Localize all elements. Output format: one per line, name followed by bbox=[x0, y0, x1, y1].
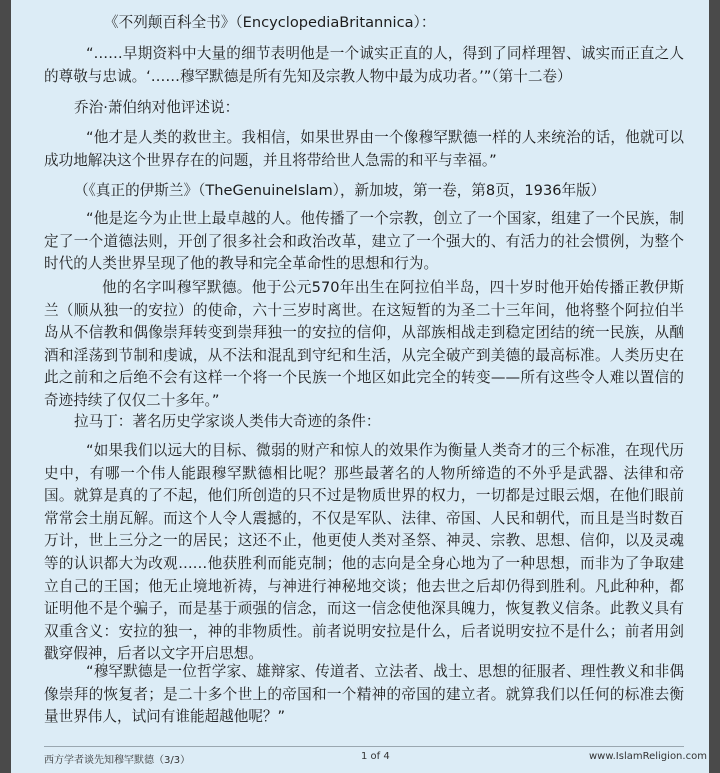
page-number: 1 of 4 bbox=[361, 751, 390, 762]
greatest-man-quote: “他是迄今为止世上最卓越的人。他传播了一个宗教，创立了一个国家，组建了一个民族，制定了一个道德法则，开创了很多社会和政治改革，建立了一个强大的、有活力的社会惯例，为整个时代的人类世界呈现了他的教导和完全革命性的思想和行为。 bbox=[44, 210, 684, 273]
shaw-heading: 乔治·萧伯纳对他评述说： bbox=[74, 99, 240, 116]
lamartine-heading: 拉马丁：著名历史学家谈人类伟大奇迹的条件： bbox=[74, 413, 381, 430]
muhammad-biography-paragraph: 他的名字叫穆罕默德。他于公元570年出生在阿拉伯半岛，四十岁时他开始传播正教伊斯兰（顺从独一的安拉）的使命，六十三岁时离世。在这短暂的为圣二十三年间，他将整个阿拉伯半岛从不信教和偶像崇拜转变到崇拜独一的安拉的信仰，从部族相战走到稳定团结的统一民族，从酗酒和淫荡到节制和虔诚，从不法和混乱到守纪和生活，从完全破产到美德的最高标准。人类历史在此之前和之后绝不会有这样一个将一个民族一个地区如此完全的转变——所有这些令人难以置信的奇迹持续了仅仅二十多年。” bbox=[44, 279, 684, 409]
footer-url: www.IslamReligion.com bbox=[589, 751, 707, 762]
britannica-heading: 《不列颠百科全书》（EncyclopediaBritannica）： bbox=[104, 14, 436, 31]
britannica-quote: “……早期资料中大量的细节表明他是一个诚实正直的人，得到了同样理智、诚实而正直之人的尊敬与忠诚。‘……穆罕默德是所有先知及宗教人物中最为成功者。’”（第十二卷） bbox=[44, 45, 684, 85]
genuine-islam-citation: （《真正的伊斯兰》（TheGenuineIslam），新加坡，第一卷，第8页，1936年版） bbox=[74, 182, 606, 199]
footer-title: 西方学者谈先知穆罕默德（3/3） bbox=[44, 755, 191, 766]
philosopher-quote: “穆罕默德是一位哲学家、雄辩家、传道者、立法者、战士、思想的征服者、理性教义和非偶像崇拜的恢复者；是二十多个世上的帝国和一个精神的帝国的建立者。就算我们以任何的标准去衡量世界伟人，试问有谁能超越他呢？” bbox=[44, 663, 684, 726]
shaw-quote: “他才是人类的救世主。我相信，如果世界由一个像穆罕默德一样的人来统治的话，他就可以成功地解决这个世界存在的问题，并且将带给世人急需的和平与幸福。” bbox=[44, 129, 684, 169]
footer-divider bbox=[44, 746, 684, 747]
lamartine-quote: “如果我们以远大的目标、微弱的财产和惊人的效果作为衡量人类奇才的三个标准，在现代历史中，有哪一个伟人能跟穆罕默德相比呢？那些最著名的人物所缔造的不外乎是武器、法律和帝国。就算是真的了不起，他们所创造的只不过是物质世界的权力，一切都是过眼云烟，在他们眼前常常会土崩瓦解。而这个人令人震撼的，不仅是军队、法律、帝国、人民和朝代，而且是当时数百万计，世上三分之一的居民；这还不止，他更使人类对圣祭、神灵、宗教、思想、信仰，以及灵魂等的认识都大为改观……他获胜利而能克制；他的志向是全身心地为了一种思想，而非为了争取建立自己的王国；他无止境地祈祷，与神进行神秘地交谈；他去世之后却仍得到胜利。凡此种种，都证明他不是个骗子，而是基于顽强的信念，而这一信念使他深具魄力，恢复教义信条。此教义具有双重含义：安拉的独一，神的非物质性。前者说明安拉是什么，后者说明安拉不是什么；前者用剑戳穿假神，后者以文字开启思想。 bbox=[44, 442, 684, 663]
document-page bbox=[11, 0, 709, 773]
